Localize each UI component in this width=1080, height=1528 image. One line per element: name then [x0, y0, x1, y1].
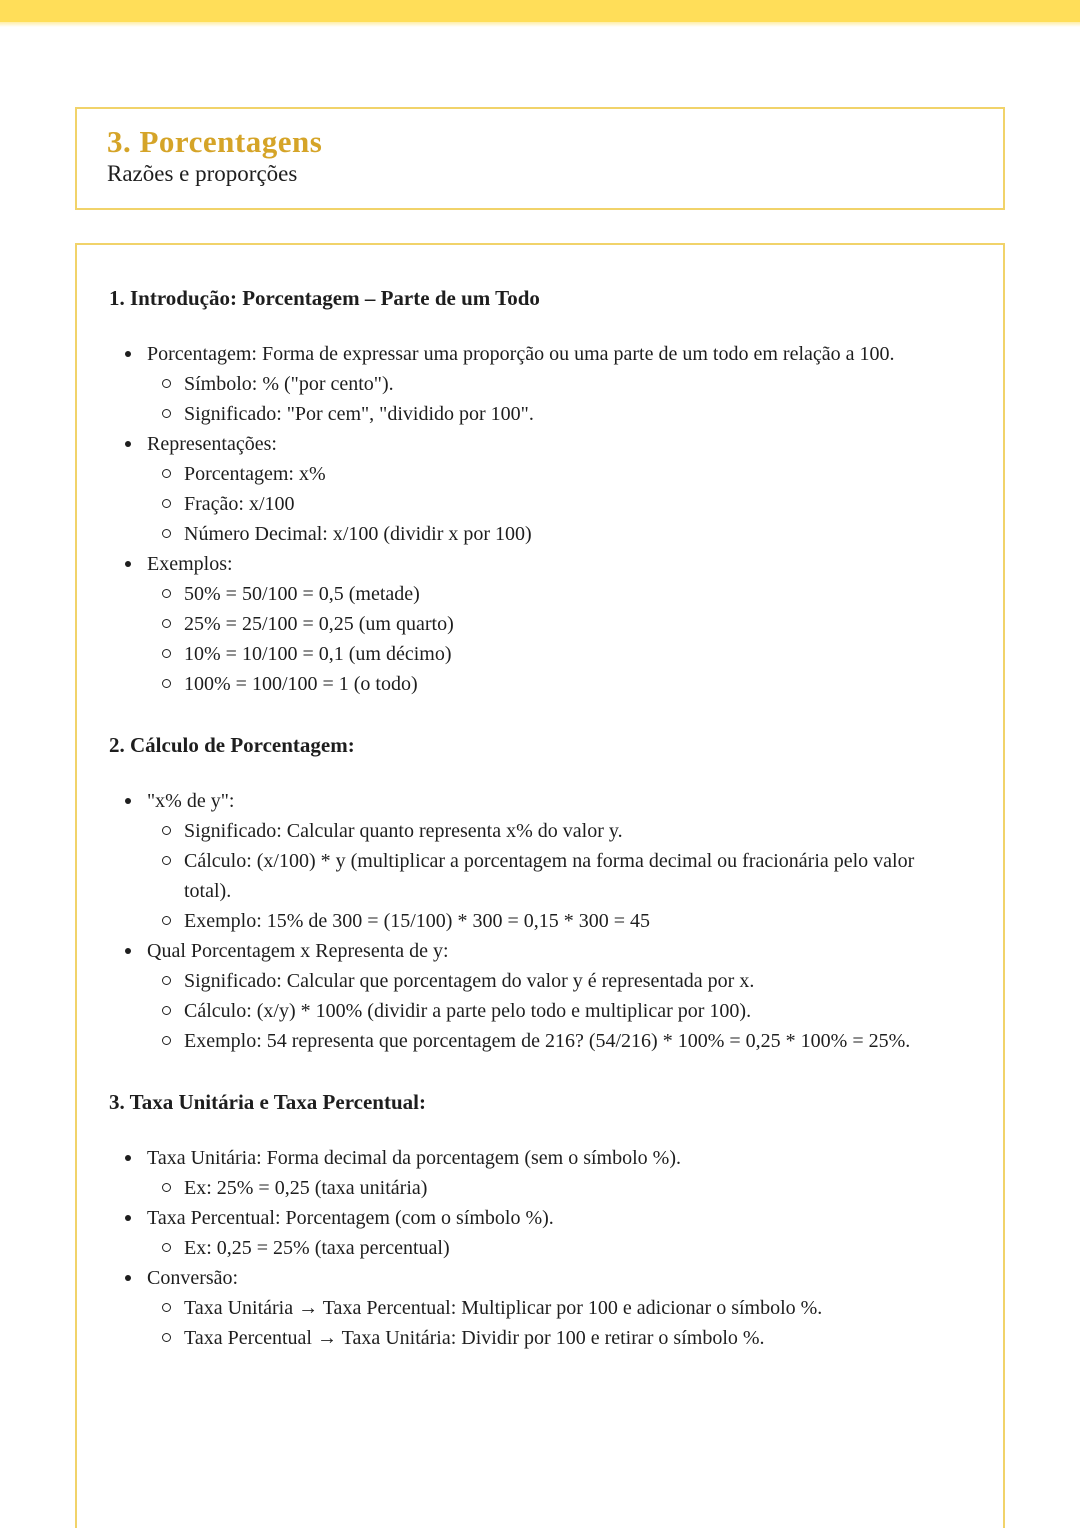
list-item-text: 25% = 25/100 = 0,25 (um quarto) [184, 613, 454, 635]
list-item [162, 1233, 958, 1263]
bullet-circle-icon [162, 619, 171, 628]
bullet-circle-icon [162, 379, 171, 388]
list-item [162, 579, 958, 609]
list-item [125, 1203, 958, 1233]
list-item [162, 369, 958, 399]
list-item [125, 936, 958, 966]
bullet-list [109, 786, 958, 1056]
list-item [162, 996, 958, 1026]
bullet-circle-icon [162, 679, 171, 688]
list-item [162, 459, 958, 489]
bullet-circle-icon [162, 976, 171, 985]
bullet-dot-icon [125, 1275, 131, 1281]
list-item-text: Representações: [147, 433, 277, 455]
section-heading: 1. Introdução: Porcentagem – Parte de um Todo [109, 286, 540, 310]
bullet-circle-icon [162, 1006, 171, 1015]
list-item-text: Conversão: [147, 1267, 239, 1289]
list-item-text: Fração: x/100 [184, 493, 295, 515]
list-item [125, 786, 958, 816]
bullet-circle-icon [162, 1303, 171, 1312]
list-item [162, 1323, 958, 1353]
list-item-text: Exemplos: [147, 553, 233, 575]
list-item [162, 489, 958, 519]
list-item [162, 519, 958, 549]
list-item [162, 966, 958, 996]
bullet-circle-icon [162, 1183, 171, 1192]
bullet-dot-icon [125, 351, 131, 357]
list-item-text: Significado: Calcular que porcentagem do valor y é representada por x. [184, 970, 755, 992]
bullet-circle-icon [162, 649, 171, 658]
list-item [125, 339, 958, 369]
list-item-text: Significado: Calcular quanto representa x% do valor y. [184, 820, 623, 842]
bullet-circle-icon [162, 1036, 171, 1045]
list-item-text: Taxa Percentual → Taxa Unitária: Dividir por 100 e retirar o símbolo %. [184, 1327, 765, 1349]
list-item-text: Exemplo: 15% de 300 = (15/100) * 300 = 0,15 * 300 = 45 [184, 910, 651, 932]
list-item-text: Qual Porcentagem x Representa de y: [147, 940, 449, 962]
list-item-text: "x% de y": [147, 790, 235, 812]
top-accent-bar [0, 0, 1080, 22]
list-item-text: Taxa Unitária → Taxa Percentual: Multiplicar por 100 e adicionar o símbolo %. [184, 1297, 823, 1319]
list-item-text: Cálculo: (x/y) * 100% (dividir a parte pelo todo e multiplicar por 100). [184, 1000, 752, 1022]
list-item-text: Porcentagem: x% [184, 463, 326, 485]
list-item-text: Significado: "Por cem", "dividido por 100". [184, 403, 534, 425]
list-item [162, 609, 958, 639]
bullet-circle-icon [162, 916, 171, 925]
content-card [75, 243, 1005, 1528]
list-item-text: Número Decimal: x/100 (dividir x por 100) [184, 523, 532, 545]
list-item-text: 10% = 10/100 = 0,1 (um décimo) [184, 643, 452, 665]
section-heading: 2. Cálculo de Porcentagem: [109, 733, 355, 757]
list-item-text: 100% = 100/100 = 1 (o todo) [184, 673, 418, 695]
bullet-circle-icon [162, 826, 171, 835]
bullet-circle-icon [162, 1243, 171, 1252]
list-item-text: Cálculo: (x/100) * y (multiplicar a porcentagem na forma decimal ou fracionária pelo valor total). [184, 850, 915, 902]
bullet-circle-icon [162, 409, 171, 418]
bullet-dot-icon [125, 561, 131, 567]
list-item-text: 50% = 50/100 = 0,5 (metade) [184, 583, 420, 605]
bullet-dot-icon [125, 948, 131, 954]
bullet-circle-icon [162, 1333, 171, 1342]
list-item [125, 429, 958, 459]
page-title: 3. Porcentagens [107, 124, 323, 159]
list-item-text: Porcentagem: Forma de expressar uma proporção ou uma parte de um todo em relação a 100. [147, 343, 895, 365]
bullet-circle-icon [162, 469, 171, 478]
list-item-text: Exemplo: 54 representa que porcentagem de 216? (54/216) * 100% = 0,25 * 100% = 25%. [184, 1030, 911, 1052]
bullet-dot-icon [125, 1155, 131, 1161]
page-subtitle: Razões e proporções [107, 161, 298, 186]
list-item [162, 1293, 958, 1323]
list-item-text: Ex: 0,25 = 25% (taxa percentual) [184, 1237, 450, 1259]
list-item [125, 1263, 958, 1293]
list-item [162, 846, 958, 906]
list-item-text: Ex: 25% = 0,25 (taxa unitária) [184, 1177, 428, 1199]
top-accent-bar-fade [0, 22, 1080, 27]
section-heading: 3. Taxa Unitária e Taxa Percentual: [109, 1090, 426, 1114]
list-item [162, 639, 958, 669]
list-item [162, 906, 958, 936]
list-item [162, 669, 958, 699]
list-item [162, 1026, 958, 1056]
bullet-circle-icon [162, 529, 171, 538]
list-item [125, 549, 958, 579]
list-item-text: Taxa Percentual: Porcentagem (com o símbolo %). [147, 1207, 554, 1229]
list-item-text: Taxa Unitária: Forma decimal da porcentagem (sem o símbolo %). [147, 1147, 681, 1169]
bullet-dot-icon [125, 798, 131, 804]
list-item [162, 399, 958, 429]
bullet-list [109, 339, 958, 699]
bullet-circle-icon [162, 856, 171, 865]
content-sections [109, 285, 958, 1353]
bullet-dot-icon [125, 1215, 131, 1221]
list-item [162, 816, 958, 846]
bullet-circle-icon [162, 499, 171, 508]
bullet-list [109, 1143, 958, 1353]
header-card [75, 107, 1005, 210]
list-item-text: Símbolo: % ("por cento"). [184, 373, 394, 395]
list-item [162, 1173, 958, 1203]
bullet-circle-icon [162, 589, 171, 598]
list-item [125, 1143, 958, 1173]
bullet-dot-icon [125, 441, 131, 447]
